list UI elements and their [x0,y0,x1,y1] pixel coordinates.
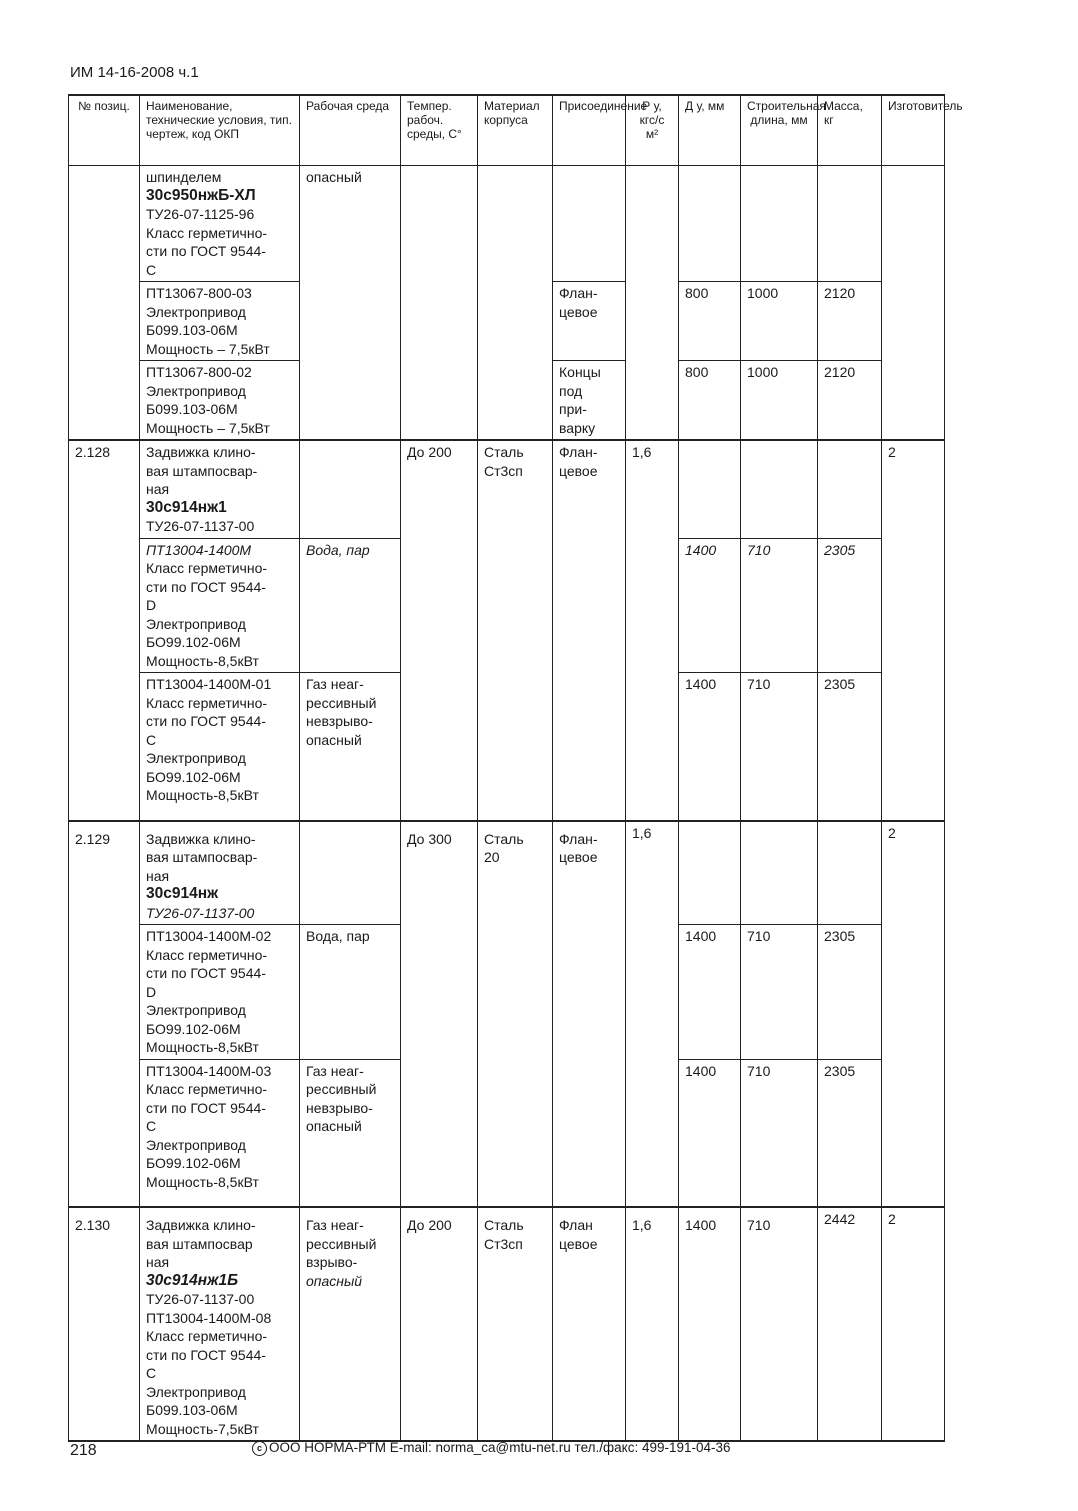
name-cell: Задвижка клино- вая штампосвар- ная 30с914нж1 ТУ26-07-1137-00 [140,440,300,538]
connection-cell: Флан- цевое [553,821,626,1208]
connection-cell: Флан- цевое [553,282,626,361]
diameter-cell: 1400 [679,925,741,1060]
col-header-length: Строительная длина, мм [741,95,818,166]
diameter-cell: 800 [679,282,741,361]
diameter-cell: 1400 [679,1059,741,1207]
connection-cell: Флан цевое [553,1207,626,1441]
connection-cell: Концы под при- варку [553,361,626,441]
col-header-connection: Присоединение [553,95,626,166]
col-header-material: Материал корпуса [478,95,553,166]
col-header-name: Наименование, технические условия, тип. чертеж, код ОКП [140,95,300,166]
medium-cell: Газ неаг- рессивный невзрыво- опасный [300,673,401,821]
length-cell: 710 [741,925,818,1060]
length-cell: 1000 [741,361,818,441]
name-cell: ПТ13067-800-02 Электропривод Б099.103-06М Мощность – 7,5кВт [140,361,300,441]
medium-cell: Газ неаг- рессивный взрыво- опасный [300,1207,401,1441]
material-cell: Сталь 20 [478,821,553,1208]
col-header-medium: Рабочая среда [300,95,401,166]
length-cell: 710 [741,673,818,821]
manufacturer-cell: 2 [882,440,945,821]
product-code: 30с950нжБ-ХЛ [146,186,256,204]
pressure-cell: 1,6 [626,440,679,821]
length-cell: 1000 [741,282,818,361]
temperature-cell: До 200 [401,440,478,821]
col-header-pressure: Р у, кгс/с м² [626,95,679,166]
pressure-cell: 1,6 [626,1207,679,1441]
length-cell: 710 [741,538,818,673]
col-header-temperature: Темпер. рабоч. среды, С° [401,95,478,166]
footer-phone: тел./факс: 499-191-04-36 [574,1440,731,1455]
mass-cell: 2305 [818,538,882,673]
connection-cell: Флан- цевое [553,440,626,821]
footer-copyright: c ООО НОРМА-РТМ E-mail: norma_ca@mtu-net.ru тел./факс: 499-191-04-36 [252,1440,731,1456]
table-row [69,821,945,925]
mass-cell: 2120 [818,361,882,441]
product-code: 30с914нж [146,885,219,902]
col-header-manufacturer: Изготовитель [882,95,945,166]
name-cell: Задвижка клино- вая штампосвар- ная 30с914нж ТУ26-07-1137-00 [140,821,300,925]
product-code: 30с914нж1 [146,498,227,516]
diameter-cell: 1400 [679,1207,741,1441]
product-code: 30с914нж1Б [146,1271,239,1289]
col-header-position: № позиц. [69,95,140,166]
position-cell: 2.128 [69,440,140,821]
name-cell: ПТ13004-1400М Класс герметично- сти по ГОСТ 9544- D Электропривод БО99.102-06М Мощность-8,5кВт [140,538,300,673]
table-row [69,440,945,538]
temperature-cell: До 300 [401,821,478,1208]
length-cell: 710 [741,1207,818,1441]
name-cell: ПТ13004-1400М-03 Класс герметично- сти по ГОСТ 9544- С Электропривод БО99.102-06М Мощность-8,5кВт [140,1059,300,1207]
medium-cell: Вода, пар [300,925,401,1060]
diameter-cell: 1400 [679,538,741,673]
name-cell: шпинделем 30с950нжБ-ХЛ ТУ26-07-1125-96 Класс герметично- сти по ГОСТ 9544- С [140,166,300,282]
material-cell: Сталь Ст3сп [478,440,553,821]
manufacturer-cell: 2 [882,1207,945,1441]
diameter-cell: 800 [679,361,741,441]
table-header-row [69,95,945,166]
material-cell: Сталь Ст3сп [478,1207,553,1441]
position-cell: 2.130 [69,1207,140,1441]
medium-cell: Вода, пар [300,538,401,673]
medium-cell: Газ неаг- рессивный невзрыво- опасный [300,1059,401,1207]
temperature-cell: До 200 [401,1207,478,1441]
mass-cell: 2120 [818,282,882,361]
position-cell: 2.129 [69,821,140,1208]
col-header-diameter: Д у, мм [679,95,741,166]
mass-cell: 2305 [818,1059,882,1207]
mass-cell: 2305 [818,925,882,1060]
page-number: 218 [70,1442,97,1459]
copyright-icon: c [252,1441,267,1456]
footer-email: E-mail: norma_ca@mtu-net.ru [389,1440,571,1455]
pressure-cell: 1,6 [626,821,679,1208]
diameter-cell: 1400 [679,673,741,821]
table-row [69,166,945,282]
col-header-mass: Масса, кг [818,95,882,166]
fittings-table [68,94,963,1442]
name-cell: Задвижка клино- вая штампосвар ная 30с914нж1Б ТУ26-07-1137-00 ПТ13004-1400М-08 Класс герметично- сти по ГОСТ 9544- С Электропривод Б099.103-06М Мощность-7,5кВт [140,1207,300,1441]
name-cell: ПТ13067-800-03 Электропривод Б099.103-06М Мощность – 7,5кВт [140,282,300,361]
mass-cell: 2442 [818,1207,882,1441]
manufacturer-cell: 2 [882,821,945,1208]
name-cell: ПТ13004-1400М-02 Класс герметично- сти по ГОСТ 9544- D Электропривод БО99.102-06М Мощность-8,5кВт [140,925,300,1060]
length-cell: 710 [741,1059,818,1207]
mass-cell: 2305 [818,673,882,821]
document-code: ИМ 14-16-2008 ч.1 [70,64,199,81]
table-row [69,1207,945,1441]
name-cell: ПТ13004-1400М-01 Класс герметично- сти по ГОСТ 9544- С Электропривод БО99.102-06М Мощность-8,5кВт [140,673,300,821]
medium-cell: опасный [300,166,401,441]
